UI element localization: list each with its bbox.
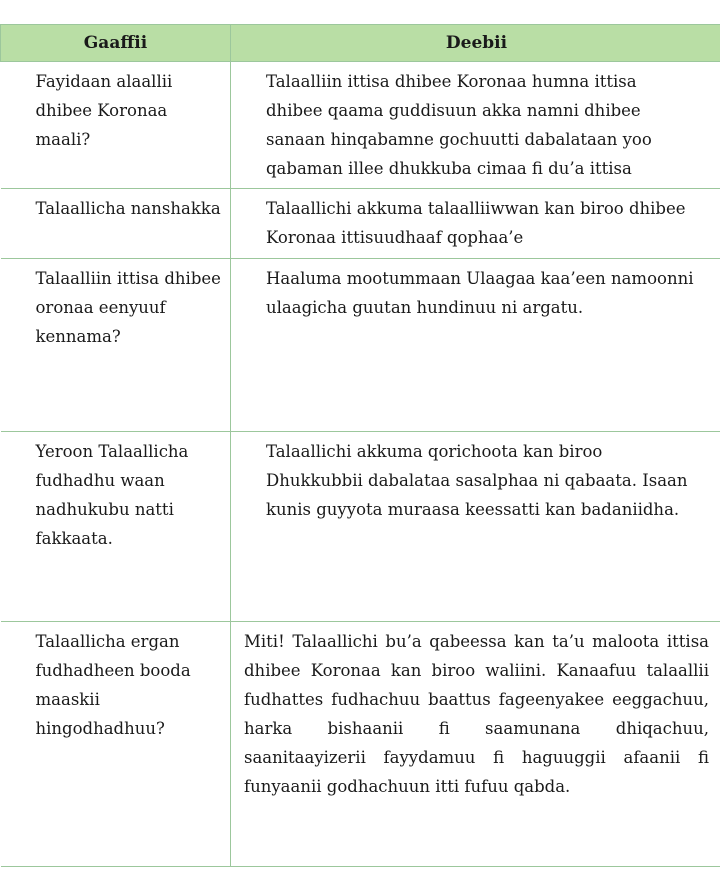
answer-text: Talaalliin ittisa dhibee Koronaa humna ittisa dhibee qaama guddisuun akka namni dhibee sanaan hinqabamne gochuutti dabalataan yoo qabaman illee dhukkuba cimaa fi du’a ittisa <box>266 72 652 178</box>
question-text: Talaalliin ittisa dhibee oronaa eenyuuf kennama? <box>35 269 221 346</box>
table-row <box>1 189 720 259</box>
question-text: Fayidaan alaallii dhibee Koronaa maali? <box>35 72 173 149</box>
answer-text: Haaluma mootummaan Ulaagaa kaa’een namoonni ulaagicha guutan hundinuu ni argatu. <box>266 269 694 317</box>
question-text: Talaallicha nanshakka <box>35 199 221 218</box>
question-text: Yeroon Talaallicha fudhadhu waan nadhukubu natti fakkaata. <box>35 442 189 548</box>
answer-cell <box>231 259 720 432</box>
question-cell <box>1 189 231 259</box>
answer-text: Miti! Talaallichi bu’a qabeessa kan ta’u maloota ittisa dhibee Koronaa kan biroo waliini. Kanaafuu talaallii fudhattes fudhachuu baattus fageenyakee eeggachuu, harka bishaanii fi saamunana dhiqachuu, saanitaayizerii fayydamuu fi haguuggii afaanii fi funyaanii godhachuun itti fufuu qabda. <box>244 632 709 796</box>
table-row <box>1 622 720 867</box>
question-cell <box>1 62 231 189</box>
header-question: Gaaffii <box>1 25 231 62</box>
question-cell <box>1 622 231 867</box>
answer-cell <box>231 622 720 867</box>
table-row <box>1 432 720 622</box>
question-cell <box>1 259 231 432</box>
table-row <box>1 259 720 432</box>
header-row <box>1 25 720 62</box>
answer-text: Talaallichi akkuma qorichoota kan biroo Dhukkubbii dabalataa sasalphaa ni qabaata. Isaan kunis guyyota muraasa keessatti kan badaniidha. <box>266 442 688 519</box>
answer-cell <box>231 62 720 189</box>
answer-cell <box>231 189 720 259</box>
question-cell <box>1 432 231 622</box>
table-row <box>1 62 720 189</box>
answer-cell <box>231 432 720 622</box>
question-text: Talaallicha ergan fudhadheen booda maaskii hingodhadhuu? <box>35 632 191 738</box>
header-answer: Deebii <box>231 25 720 62</box>
answer-text: Talaallichi akkuma talaalliiwwan kan biroo dhibee Koronaa ittisuudhaaf qophaa’e <box>266 199 686 247</box>
faq-table <box>0 24 720 867</box>
